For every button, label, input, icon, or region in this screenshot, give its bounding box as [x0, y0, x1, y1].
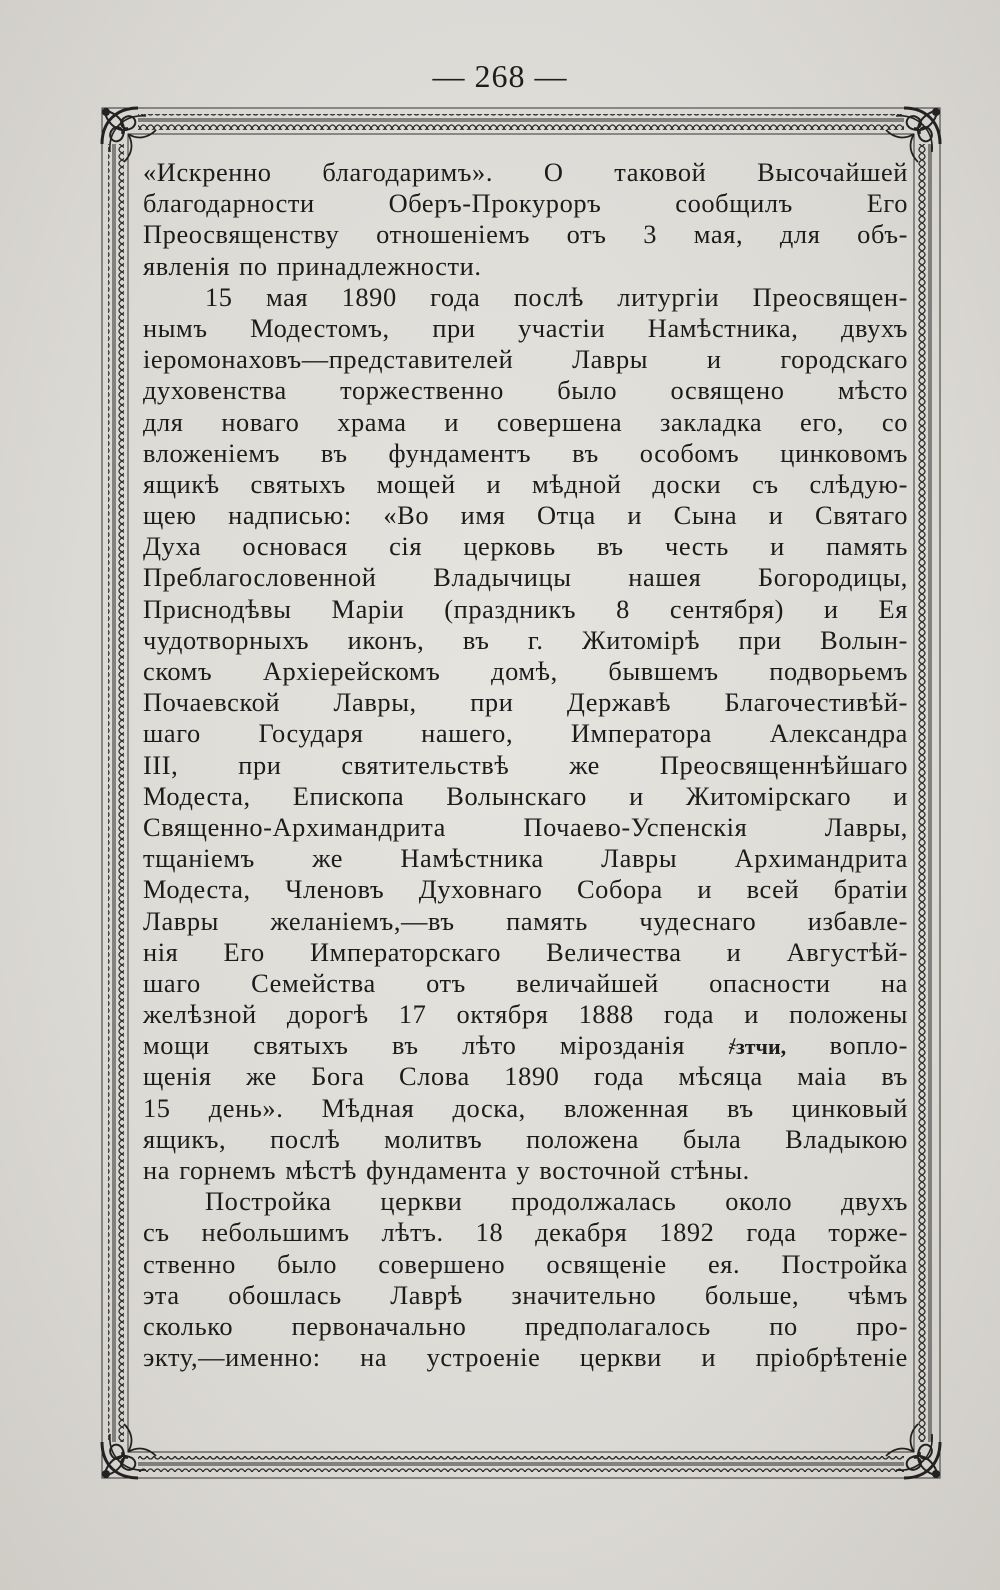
text-line: 15 мая 1890 года послѣ литургіи Преосвящен-	[205, 281, 908, 312]
text-line: нымъ Модестомъ, при участіи Намѣстника, двухъ	[143, 312, 908, 343]
text-line: духовенства торжественно было освящено мѣсто	[143, 375, 908, 406]
text-line: Лавры желаніемъ,—въ память чудеснаго избавле-	[143, 905, 908, 936]
body-text	[143, 157, 908, 1373]
text-line: скомъ Архіерейскомъ домѣ, бывшемъ подворьемъ	[143, 656, 908, 686]
text-line: Постройка церкви продолжалась около двухъ	[205, 1186, 908, 1217]
text-line: ственно было совершено освященіе ея. Постройка	[143, 1248, 908, 1279]
text-line: эта обошлась Лаврѣ значительно больше, чѣмъ	[143, 1279, 908, 1310]
text-fragment: вопло-	[829, 1030, 908, 1061]
text-line: сколько первоначально предполагалось по про-	[143, 1310, 908, 1341]
text-line: вложеніемъ въ фундаментъ въ особомъ цинковомъ	[143, 437, 908, 468]
text-line: Священно-Архимандрита Почаево-Успенскія Лавры,	[143, 811, 908, 842]
text-line: съ небольшимъ лѣтъ. 18 декабря 1892 года торже-	[143, 1217, 908, 1248]
text-line: Почаевской Лавры, при Державѣ Благочестивѣй-	[143, 687, 908, 718]
text-line: Духа основася сія церковь въ честь и память	[143, 531, 908, 562]
text-line: на горнемъ мѣстѣ фундамента у восточной стѣны.	[143, 1155, 750, 1185]
text-line: щею надписью: «Во имя Отца и Сына и Святаго	[143, 500, 908, 531]
text-line: III, при святительствѣ же Преосвященнѣйшаго	[143, 749, 908, 780]
text-line: щенія же Бога Слова 1890 года мѣсяца маіа въ	[143, 1061, 908, 1092]
text-fragment: мощи святыхъ въ лѣто мірозданія	[143, 1030, 685, 1061]
text-line: экту,—именно: на устроеніе церкви и пріобрѣтеніе	[143, 1342, 908, 1373]
text-line-with-year	[143, 1030, 908, 1061]
text-line: Преблагословенной Владычицы нашея Богородицы,	[143, 562, 908, 593]
text-line: шаго Семейства отъ величайшей опасности на	[143, 967, 908, 998]
text-line: ящикѣ святыхъ мощей и мѣдной доски съ слѣдую-	[143, 468, 908, 499]
text-line: явленія по принадлежности.	[143, 250, 482, 281]
text-line: 15 день». Мѣдная доска, вложенная въ цинковый	[143, 1092, 908, 1123]
text-line: благодарности Оберъ-Прокуроръ сообщилъ Его	[143, 188, 908, 219]
text-line: для новаго храма и совершена закладка его, со	[143, 406, 908, 437]
text-line: шаго Государя нашего, Императора Александра	[143, 718, 908, 749]
page-number: — 268 —	[432, 58, 568, 94]
text-line: Преосвященству отношеніемъ отъ 3 мая, для объ-	[143, 219, 908, 250]
text-line: іеромонаховъ—представителей Лавры и городскаго	[143, 344, 908, 375]
text-line: ящикъ, послѣ молитвъ положена была Владыкою	[143, 1123, 908, 1154]
text-line: Модеста, Епископа Волынскаго и Житомірскаго и	[143, 780, 908, 811]
text-line: желѣзной дорогѣ 17 октября 1888 года и положены	[143, 999, 908, 1030]
church-slavonic-year: ҂зтчи,	[728, 1034, 787, 1060]
text-line: Модеста, Членовъ Духовнаго Собора и всей братіи	[143, 874, 908, 905]
text-line: «Искренно благодаримъ». О таковой Высочайшей	[143, 157, 908, 187]
text-line: Приснодѣвы Маріи (праздникъ 8 сентября) и Ея	[143, 593, 908, 624]
text-line: чудотворныхъ иконъ, въ г. Житомірѣ при Волын-	[143, 624, 908, 655]
text-line: нія Его Императорскаго Величества и Августѣй-	[143, 936, 908, 967]
text-line: тщаніемъ же Намѣстника Лавры Архимандрита	[143, 843, 908, 874]
